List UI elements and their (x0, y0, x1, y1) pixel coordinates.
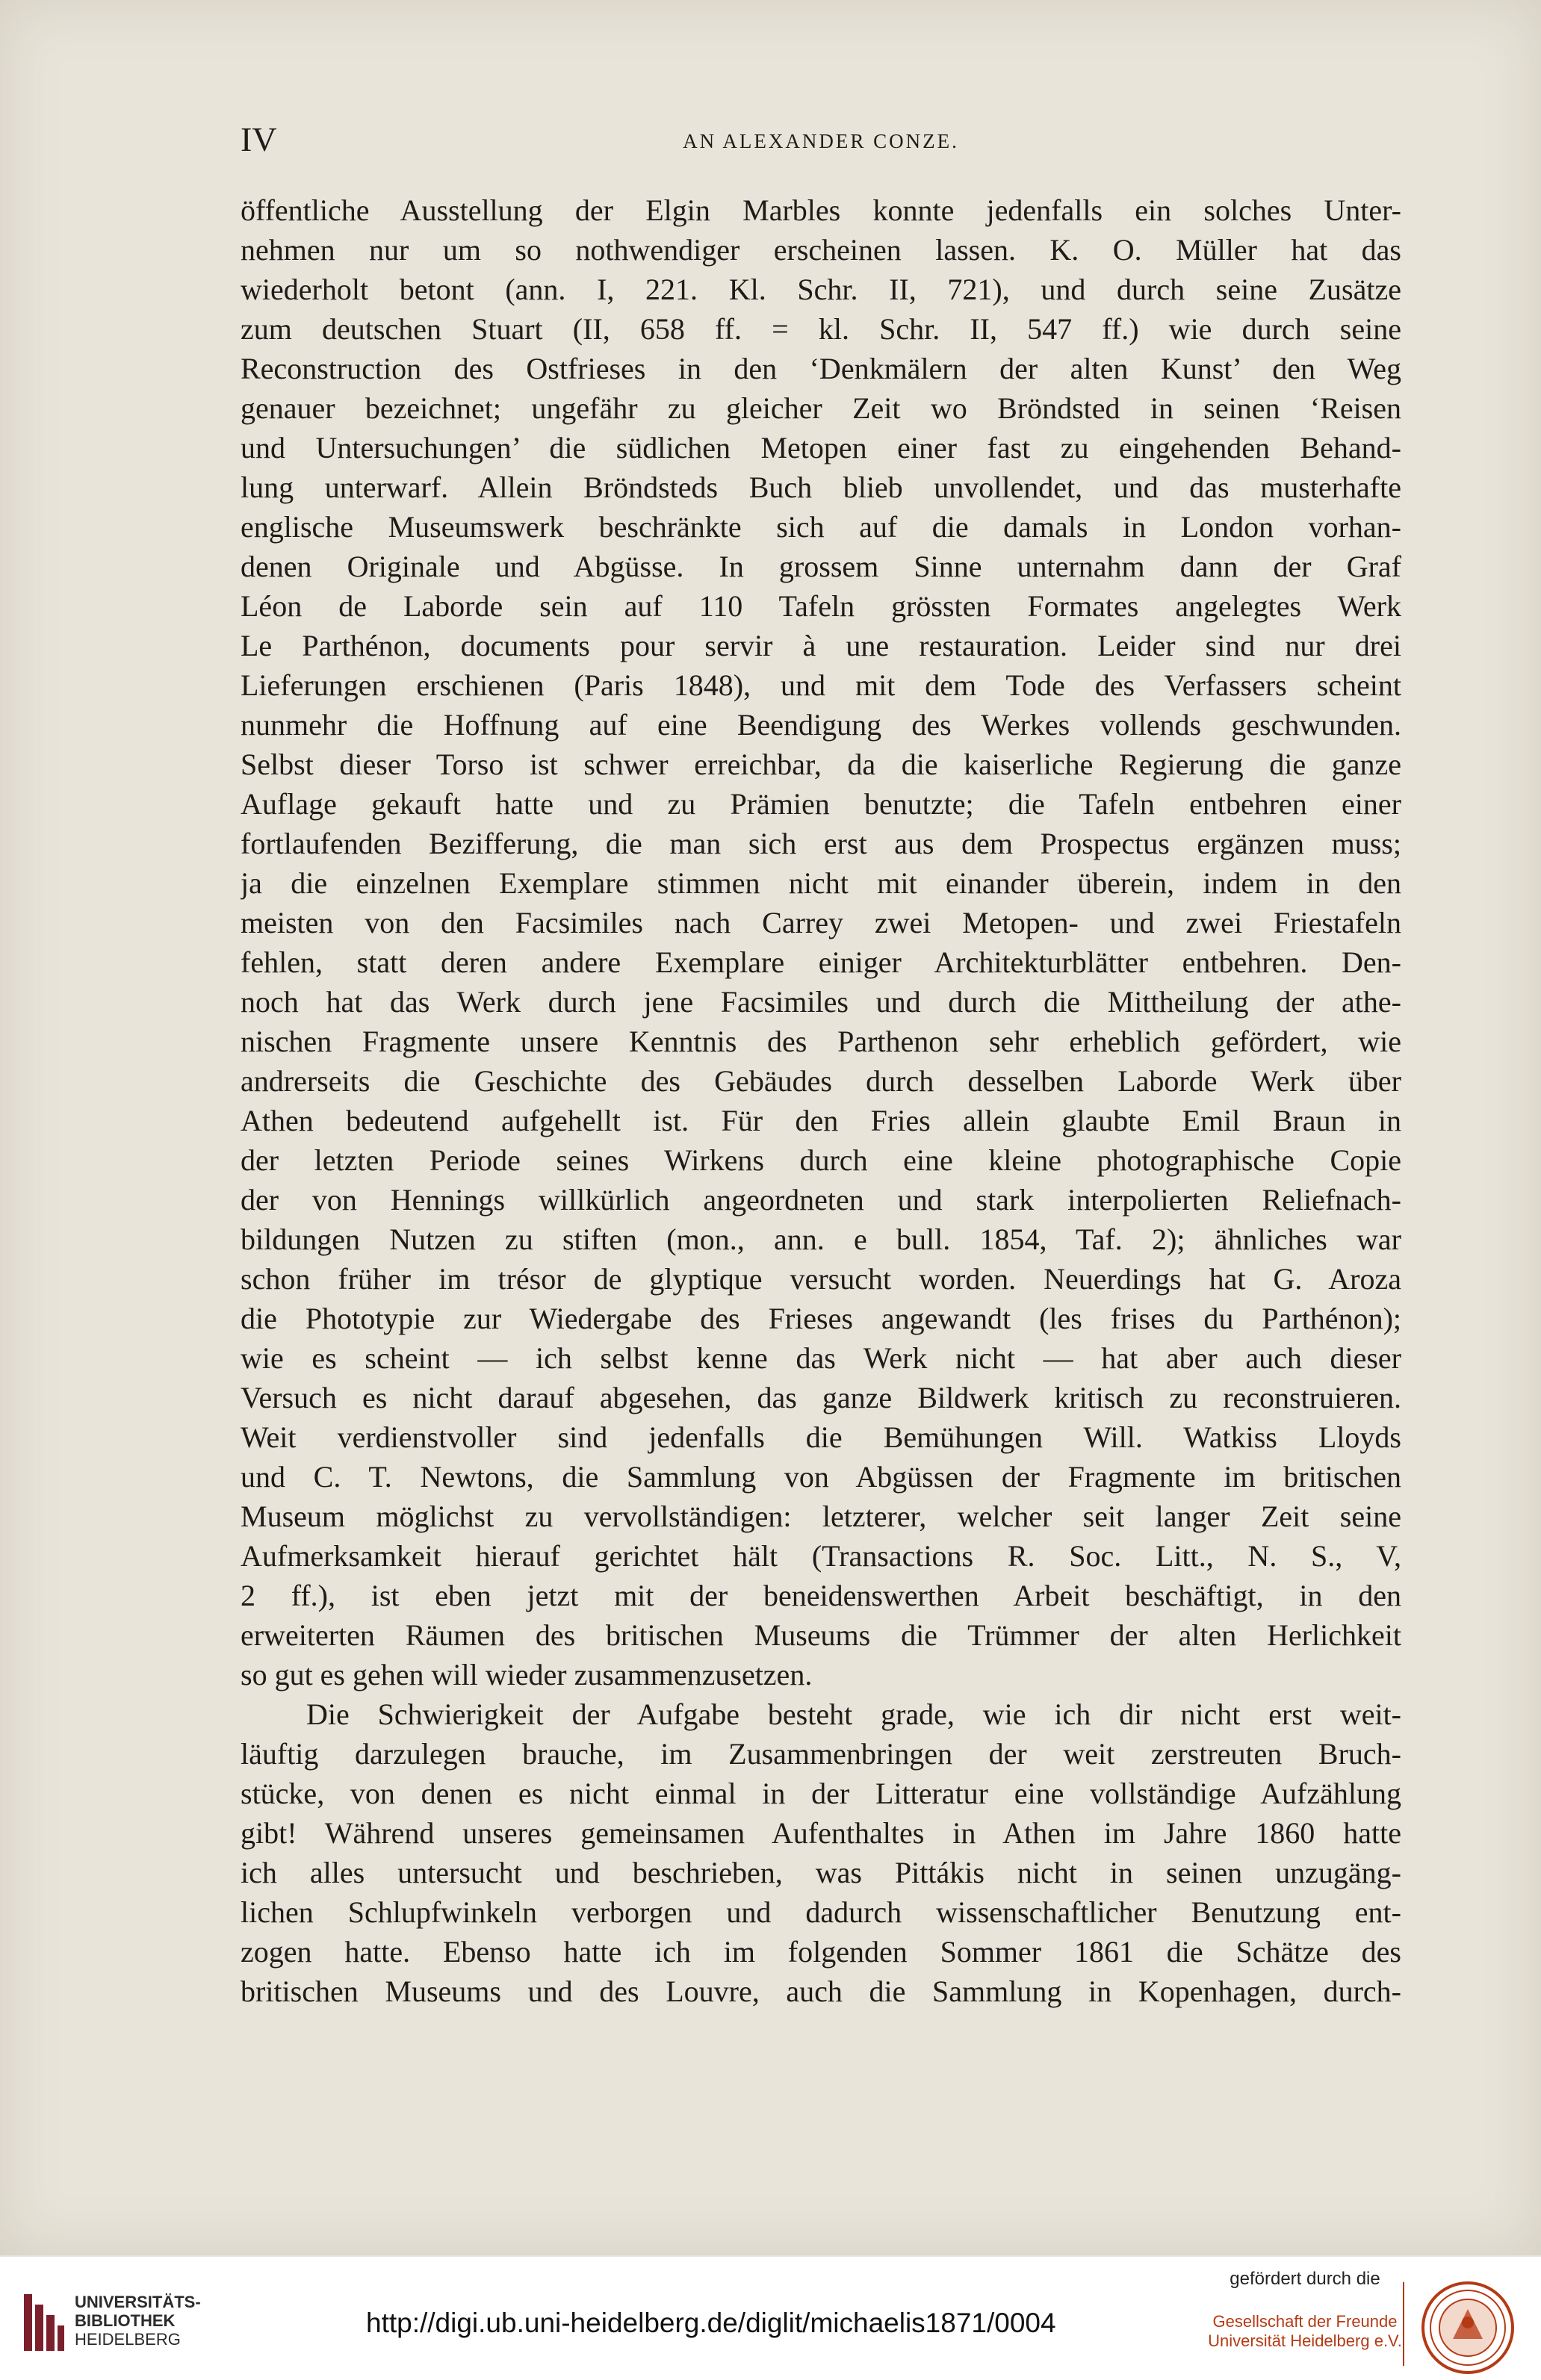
digitization-footer (0, 2255, 1541, 2380)
text-line: stücke, von denen es nicht einmal in der Litteratur eine vollständige Aufzählung (241, 1777, 1401, 1810)
library-name-line: UNIVERSITÄTS- (75, 2293, 201, 2311)
sponsor-name-line: Universität Heidelberg e.V. (1208, 2331, 1402, 2350)
text-line: Versuch es nicht darauf abgesehen, das ganze Bildwerk kritisch zu reconstruieren. (241, 1381, 1401, 1414)
library-name-line: BIBLIOTHEK (75, 2311, 176, 2330)
paragraph-first-line: Die Schwierigkeit der Aufgabe besteht grade, wie ich dir nicht erst weit- (306, 1697, 1401, 1731)
text-line: nehmen nur um so nothwendiger erscheinen lassen. K. O. Müller hat das (241, 233, 1401, 267)
text-line: ich alles untersucht und beschrieben, was Pittákis nicht in seinen unzugäng- (241, 1856, 1401, 1889)
text-line: die Phototypie zur Wiedergabe des Frieses angewandt (les frises du Parthénon); (241, 1302, 1401, 1335)
text-line: Selbst dieser Torso ist schwer erreichbar, da die kaiserliche Regierung die ganze (241, 748, 1401, 781)
text-line: schon früher im trésor de glyptique versucht worden. Neuerdings hat G. Aroza (241, 1262, 1401, 1296)
text-line: Léon de Laborde sein auf 110 Tafeln grössten Formates angelegtes Werk (241, 589, 1401, 623)
text-line: Weit verdienstvoller sind jedenfalls die Bemühungen Will. Watkiss Lloyds (241, 1420, 1401, 1454)
text-line: 2 ff.), ist eben jetzt mit der beneidenswerthen Arbeit beschäftigt, in den (241, 1579, 1401, 1612)
text-line: englische Museumswerk beschränkte sich auf die damals in London vorhan- (241, 510, 1401, 544)
text-line: erweiterten Räumen des britischen Museums die Trümmer der alten Herlichkeit (241, 1618, 1401, 1652)
running-head (241, 119, 1401, 164)
text-line: genauer bezeichnet; ungefähr zu gleicher Zeit wo Bröndsted in seinen ‘Reisen (241, 391, 1401, 425)
text-line: wiederholt betont (ann. I, 221. Kl. Schr. II, 721), und durch seine Zusätze (241, 273, 1401, 306)
text-line: bildungen Nutzen zu stiften (mon., ann. e bull. 1854, Taf. 2); ähnliches war (241, 1222, 1401, 1256)
text-line: nunmehr die Hoffnung auf eine Beendigung des Werkes vollends geschwunden. (241, 708, 1401, 742)
text-line: zogen hatte. Ebenso hatte ich im folgenden Sommer 1861 die Schätze des (241, 1935, 1401, 1969)
text-line: andrerseits die Geschichte des Gebäudes durch desselben Laborde Werk über (241, 1064, 1401, 1098)
sponsor-block (1197, 2269, 1413, 2351)
text-line: ja die einzelnen Exemplare stimmen nicht mit einander überein, indem in den (241, 866, 1401, 900)
text-line: lung unterwarf. Allein Bröndsteds Buch blieb unvollendet, und das musterhafte (241, 470, 1401, 504)
sponsor-name-line: Gesellschaft der Freunde (1212, 2312, 1398, 2331)
text-line: lichen Schlupfwinkeln verborgen und dadurch wissenschaftlicher Benutzung ent- (241, 1895, 1401, 1929)
text-line: zum deutschen Stuart (II, 658 ff. = kl. Schr. II, 547 ff.) wie durch seine (241, 312, 1401, 346)
library-name-line: HEIDELBERG (75, 2330, 181, 2349)
body-text (241, 190, 1401, 2011)
permalink-url[interactable]: http://digi.ub.uni-heidelberg.de/diglit/michaelis1871/0004 (366, 2308, 1056, 2338)
text-line: der letzten Periode seines Wirkens durch eine kleine photographische Copie (241, 1143, 1401, 1177)
text-line: Museum möglichst zu vervollständigen: letzterer, welcher seit langer Zeit seine (241, 1500, 1401, 1533)
running-title: AN ALEXANDER CONZE. (683, 130, 959, 152)
university-seal-icon (1419, 2279, 1516, 2376)
text-line: der von Hennings willkürlich angeordneten und stark interpolierten Reliefnach- (241, 1183, 1401, 1217)
text-line: läuftig darzulegen brauche, im Zusammenbringen der weit zerstreuten Bruch- (241, 1737, 1401, 1771)
footer-divider (1403, 2282, 1404, 2366)
text-line: Athen bedeutend aufgehellt ist. Für den Fries allein glaubte Emil Braun in (241, 1104, 1401, 1137)
text-line: denen Originale und Abgüsse. In grossem Sinne unternahm dann der Graf (241, 550, 1401, 583)
text-line: und Untersuchungen’ die südlichen Metopen einer fast zu eingehenden Behand- (241, 431, 1401, 464)
sponsor-intro: gefördert durch die (1230, 2269, 1380, 2289)
text-line: Lieferungen erschienen (Paris 1848), und mit dem Tode des Verfassers scheint (241, 668, 1401, 702)
text-line: und C. T. Newtons, die Sammlung von Abgüssen der Fragmente im britischen (241, 1460, 1401, 1494)
text-line: wie es scheint — ich selbst kenne das Werk nicht — hat aber auch dieser (241, 1341, 1401, 1375)
text-line: noch hat das Werk durch jene Facsimiles und durch die Mittheilung der athe- (241, 985, 1401, 1019)
text-line: meisten von den Facsimiles nach Carrey zwei Metopen- und zwei Friestafeln (241, 906, 1401, 939)
library-name (75, 2293, 201, 2349)
text-line: gibt! Während unseres gemeinsamen Aufenthaltes in Athen im Jahre 1860 hatte (241, 1816, 1401, 1850)
university-library-logo-icon (21, 2290, 66, 2355)
text-line: nischen Fragmente unsere Kenntnis des Parthenon sehr erheblich gefördert, wie (241, 1025, 1401, 1058)
text-line: Aufmerksamkeit hierauf gerichtet hält (Transactions R. Soc. Litt., N. S., V, (241, 1539, 1401, 1573)
text-line: öffentliche Ausstellung der Elgin Marbles konnte jedenfalls ein solches Unter- (241, 193, 1401, 227)
text-line: Reconstruction des Ostfrieses in den ‘Denkmälern der alten Kunst’ den Weg (241, 352, 1401, 385)
text-line: britischen Museums und des Louvre, auch die Sammlung in Kopenhagen, durch- (241, 1974, 1401, 2008)
text-line: Auflage gekauft hatte und zu Prämien benutzte; die Tafeln entbehren einer (241, 787, 1401, 821)
text-line: fortlaufenden Bezifferung, die man sich erst aus dem Prospectus ergänzen muss; (241, 827, 1401, 860)
text-line: so gut es gehen will wieder zusammenzusetzen. (241, 1658, 813, 1691)
page-number: IV (241, 120, 277, 158)
text-line: fehlen, statt deren andere Exemplare einiger Architekturblätter entbehren. Den- (241, 945, 1401, 979)
text-line: Le Parthénon, documents pour servir à une restauration. Leider sind nur drei (241, 629, 1401, 662)
